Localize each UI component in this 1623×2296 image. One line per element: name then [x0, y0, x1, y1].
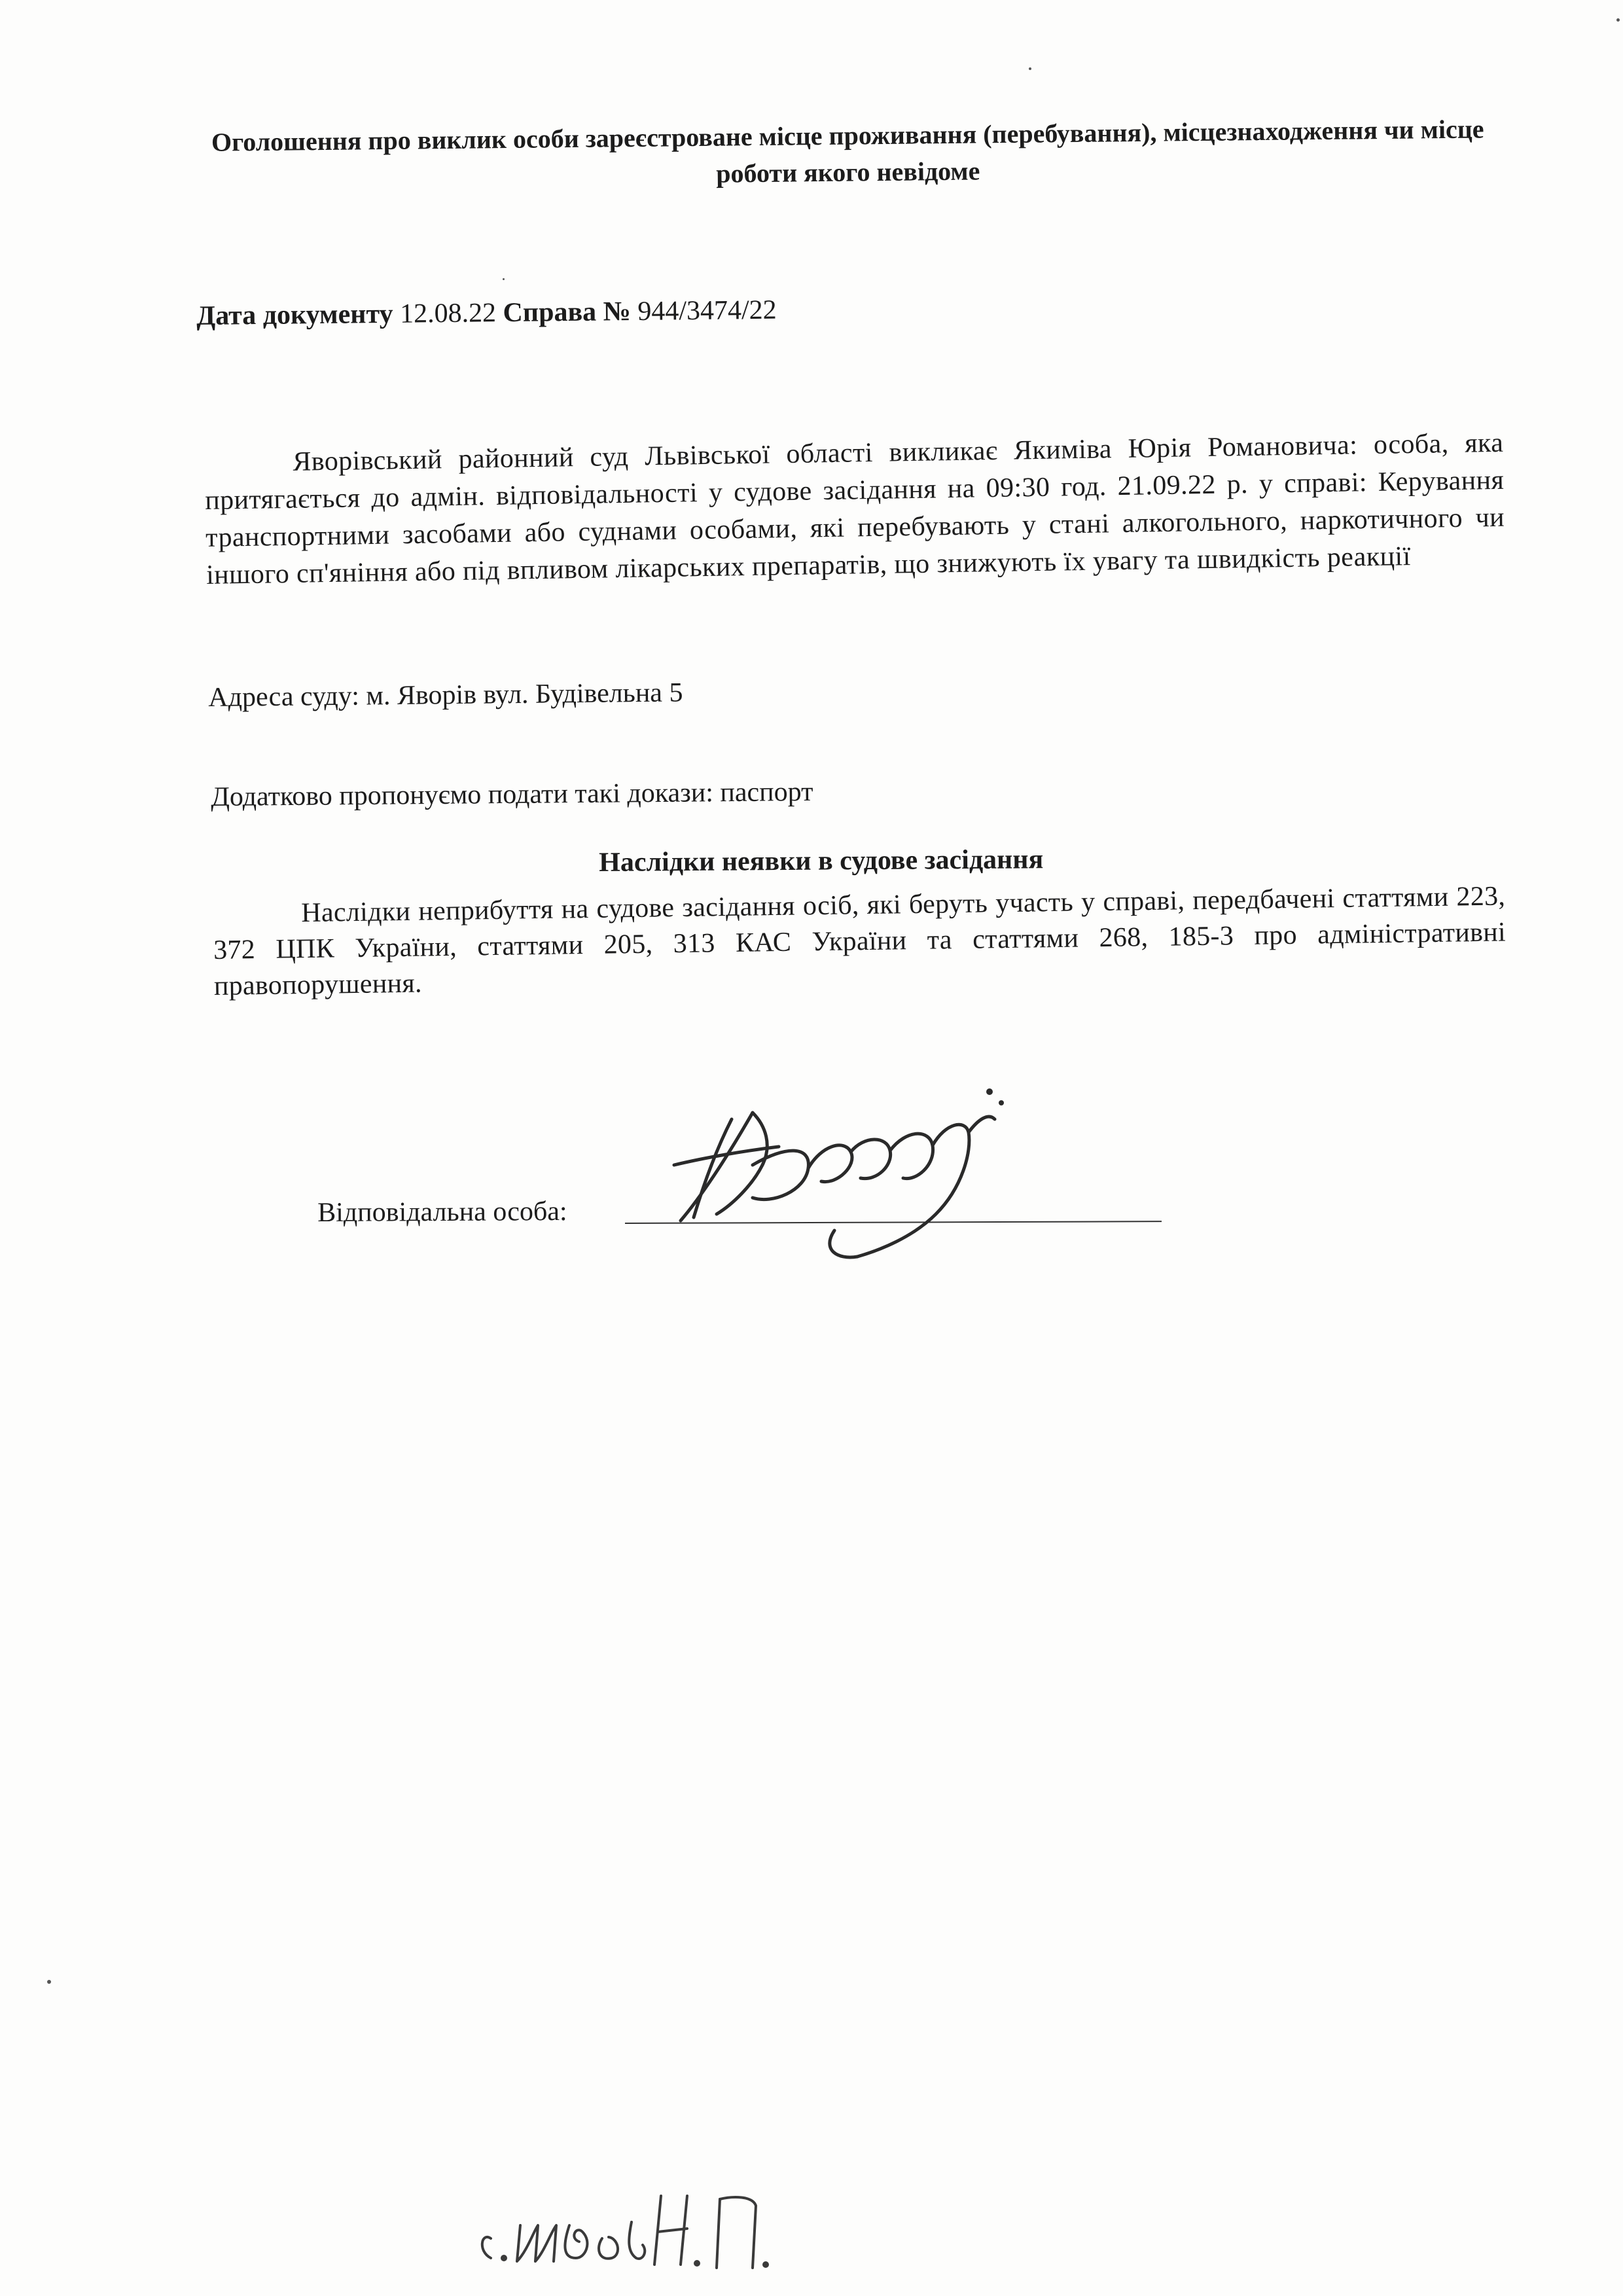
scan-speck	[1029, 67, 1031, 70]
summons-paragraph: Яворівський районний суд Львівської області викликає Якиміва Юрія Романовича: особа, яка притягається до адмін. відповідальності у судове засідання на 09:30 год. 21.09.22 р. у справі: Керування транспортними засобами або суднами особами, які перебувають у стані алкогольного, наркотичного чи іншого сп'яніння або під впливом лікарських препаратів, що знижують їх увагу та швидкість реакції	[204, 427, 1505, 590]
scan-speck	[503, 278, 505, 280]
handwritten-note	[465, 2160, 870, 2291]
case-label: Справа №	[503, 296, 632, 329]
scan-speck	[47, 1980, 51, 1984]
case-value: 944/3474/22	[637, 295, 777, 327]
document-title: Оголошення про виклик особи зареєстроване місце проживання (перебування), місцезнаходження чи місце роботи якого невідоме	[211, 114, 1484, 188]
court-address: Адреса суду: м. Яворів вул. Будівельна 5	[208, 677, 683, 713]
scan-speck	[1616, 18, 1620, 22]
consequences-paragraph: Наслідки неприбуття на судове засідання осіб, які беруть участь у справі, передбачені статтями 223, 372 ЦПК України, статтями 205, 313 КАС України та статтями 268, 185-3 про адміністративні правопорушення.	[213, 881, 1507, 1001]
consequences-heading: Наслідки неявки в судове засідання	[599, 844, 1044, 878]
date-label: Дата документу	[196, 298, 393, 331]
responsible-person-label: Відповідальна особа:	[317, 1196, 567, 1228]
signature-image	[654, 1073, 1021, 1270]
evidence-note: Додатково пропонуємо подати такі докази: паспорт	[211, 776, 813, 812]
document-meta	[196, 292, 777, 334]
date-value: 12.08.22	[399, 298, 497, 329]
